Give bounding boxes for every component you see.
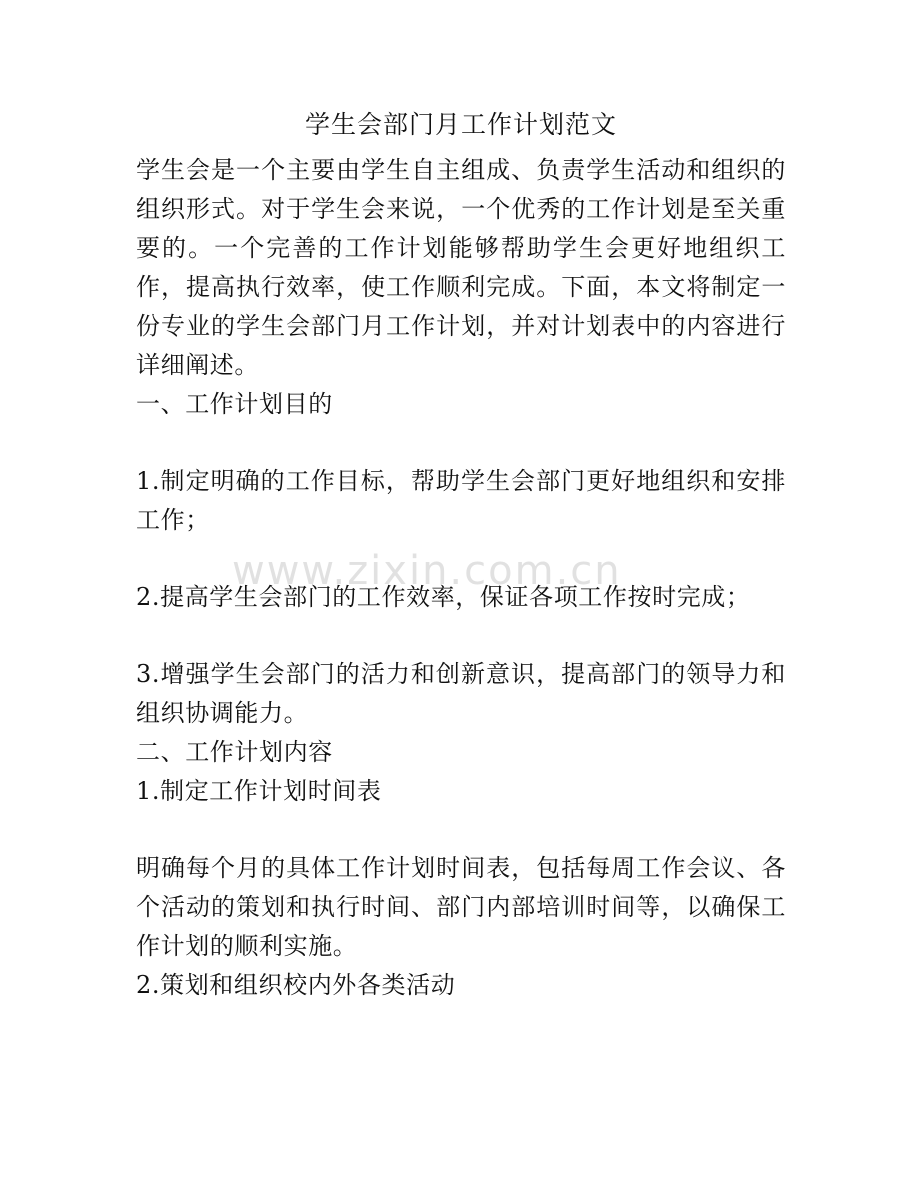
intro-paragraph: 学生会是一个主要由学生自主组成、负责学生活动和组织的组织形式。对于学生会来说，一个优秀的工作计划是至关重要的。一个完善的工作计划能够帮助学生会更好地组织工作，提高执行效率，使工作顺利完成。下面，本文将制定一份专业的学生会部门月工作计划，并对计划表中的内容进行详细阐述。 xyxy=(136,156,786,379)
section2-paragraph-1: 明确每个月的具体工作计划时间表，包括每周工作会议、各个活动的策划和执行时间、部门内部培训时间等，以确保工作计划的顺利实施。 xyxy=(136,854,786,960)
section1-heading: 一、工作计划目的 xyxy=(136,390,333,418)
section2-subheading-1: 1.制定工作计划时间表 xyxy=(136,777,382,805)
section2-heading: 二、工作计划内容 xyxy=(136,738,333,766)
watermark: www.zixin.com.cn xyxy=(232,548,622,594)
section1-item-3: 3.增强学生会部门的活力和创新意识，提高部门的领导力和组织协调能力。 xyxy=(136,660,786,727)
section1-item-2: 2.提高学生会部门的工作效率，保证各项工作按时完成； xyxy=(136,583,751,611)
page-title: 学生会部门月工作计划范文 xyxy=(304,110,617,139)
section1-item-1: 1.制定明确的工作目标，帮助学生会部门更好地组织和安排工作； xyxy=(136,467,786,534)
section2-subheading-2: 2.策划和组织校内外各类活动 xyxy=(136,971,456,999)
document-content xyxy=(136,105,786,1005)
